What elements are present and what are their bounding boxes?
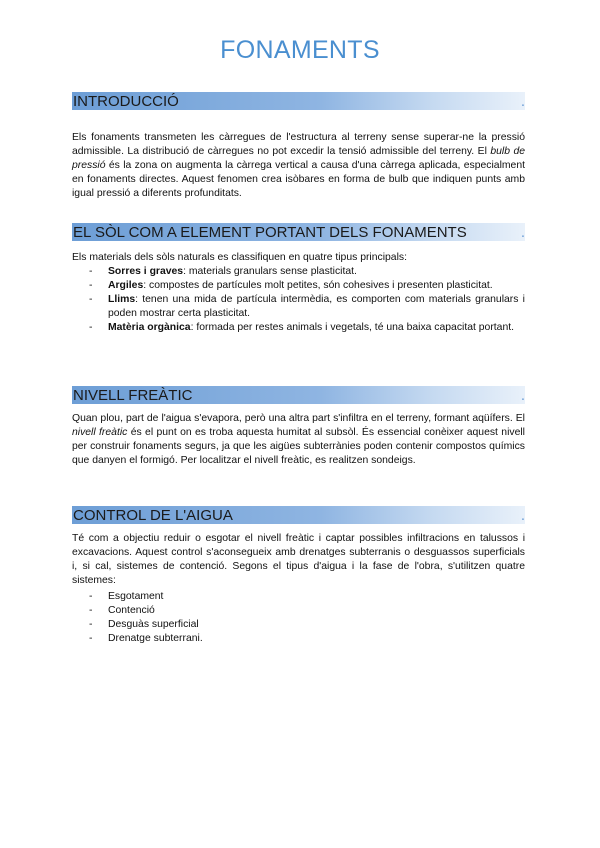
list-item	[72, 321, 525, 335]
bullet: -	[89, 605, 93, 616]
intro-paragraph	[72, 131, 525, 201]
heading-dot: .	[520, 224, 525, 241]
bullet: -	[89, 322, 93, 333]
soil-intro: Els materials dels sòls naturals es classifiquen en quatre tipus principals:	[72, 252, 407, 263]
list-text: Drenatge subterrani.	[108, 633, 203, 644]
heading-dot: .	[520, 507, 525, 524]
list-item	[72, 265, 525, 279]
page-title: FONAMENTS	[220, 36, 380, 64]
list-item	[72, 590, 525, 604]
section-heading-text: INTRODUCCIÓ	[73, 93, 179, 110]
list-item	[72, 279, 525, 293]
water-table-text-a: Quan plou, part de l'aigua s'evapora, però una altra part s'infiltra en el terreny, formant aqüífers. El	[72, 413, 525, 424]
list-text: Esgotament	[108, 591, 164, 602]
list-term: Matèria orgànica	[108, 322, 191, 333]
list-term: Sorres i graves	[108, 266, 184, 277]
water-control-paragraph: Té com a objectiu reduir o esgotar el nivell freàtic i captar possibles infiltracions en talussos i excavacions. Aquest control s'aconsegueix amb drenatges subterranis o desguassos superficials i, si cal, sistemes de contenció. Segons el tipus d'aigua i la fase de l'obra, s'utilitzen quatre sistemes:	[72, 533, 525, 586]
list-item	[72, 632, 525, 646]
list-item	[72, 293, 525, 321]
water-systems-list	[72, 590, 525, 646]
list-term: Argiles	[108, 280, 144, 291]
section-heading-sol	[72, 223, 525, 241]
bullet: -	[89, 633, 93, 644]
section-heading-control-aigua	[72, 506, 525, 524]
list-text: : compostes de partícules molt petites, són cohesives i presenten plasticitat.	[143, 280, 493, 291]
water-table-text-b: és el punt on es troba aquesta humitat al subsòl. És essencial conèixer aquest nivell per construir fonaments segurs, ja que les aigües subterrànies poden contenir compostos químics que danyen el formigó. Per localitzar el nivell freàtic, es realitzen sondeigs.	[72, 427, 525, 466]
heading-dot: .	[520, 93, 525, 110]
list-text: Contenció	[108, 605, 155, 616]
list-text: Desguàs superficial	[108, 619, 199, 630]
list-item	[72, 604, 525, 618]
bullet: -	[89, 280, 93, 291]
intro-emphasis: bulb de pressió	[72, 146, 525, 171]
section-heading-nivell-freatic	[72, 386, 525, 404]
bullet: -	[89, 591, 93, 602]
section-heading-text: CONTROL DE L'AIGUA	[73, 507, 233, 524]
soil-types-list	[72, 265, 525, 335]
bullet: -	[89, 266, 93, 277]
list-item	[72, 618, 525, 632]
bullet: -	[89, 294, 93, 305]
heading-dot: .	[520, 387, 525, 404]
section-heading-text: EL SÒL COM A ELEMENT PORTANT DELS FONAMENTS	[73, 224, 467, 241]
list-text: : materials granulars sense plasticitat.	[183, 266, 357, 277]
intro-text-b: és la zona on augmenta la càrrega vertical a causa d'una càrrega aplicada, especialment en fonaments directes. Aquest fenomen crea isòbares en forma de bulb que indiquen punts amb igual pressió a diferents profunditats.	[72, 160, 525, 199]
section-heading-text: NIVELL FREÀTIC	[73, 387, 193, 404]
intro-text-a: Els fonaments transmeten les càrregues de l'estructura al terreny sense superar-ne la pressió admissible. La distribució de càrregues no pot excedir la tensió admissible del terreny. El	[72, 132, 525, 157]
bullet: -	[89, 619, 93, 630]
list-text: : tenen una mida de partícula intermèdia, es comporten com materials granulars i poden mostrar certa plasticitat.	[108, 294, 525, 319]
list-text: : formada per restes animals i vegetals, té una baixa capacitat portant.	[190, 322, 515, 333]
water-table-paragraph	[72, 412, 525, 468]
list-term: Llims	[108, 294, 136, 305]
section-heading-introduccio	[72, 92, 525, 110]
water-table-emphasis: nivell freàtic	[72, 427, 128, 438]
